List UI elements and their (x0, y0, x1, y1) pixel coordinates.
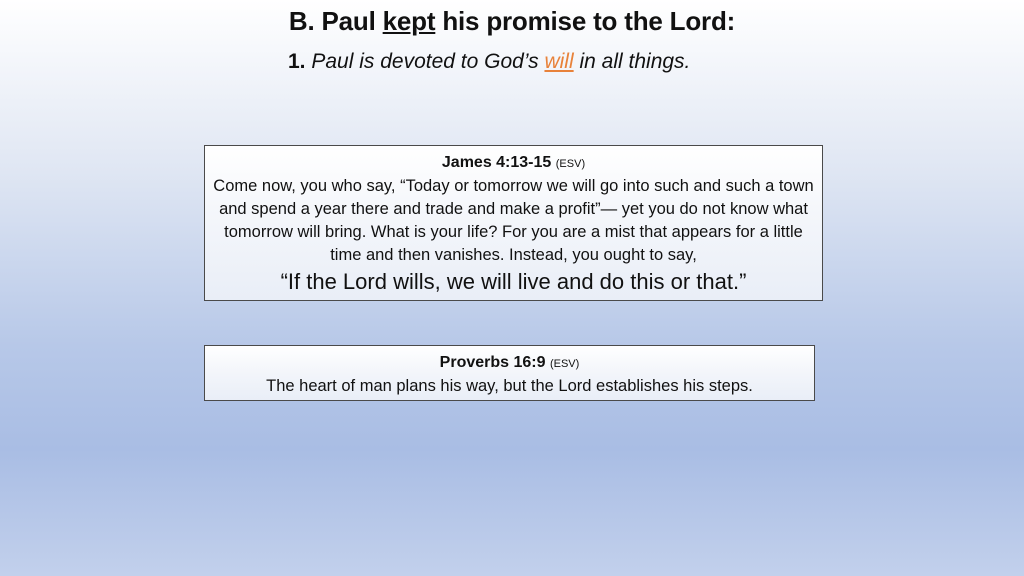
scripture-reference (205, 352, 814, 375)
title-underlined-word: kept (382, 6, 436, 36)
subtitle-number: 1. (288, 50, 306, 73)
scripture-box-proverbs (204, 345, 815, 401)
title-suffix: his promise to the Lord: (442, 6, 736, 36)
reference-text: James 4:13-15 (441, 154, 552, 171)
scripture-text: Come now, you who say, “Today or tomorrow we will go into such and such a town and spend a year there and trade and make a profit”— yet you do not know what tomorrow will bring. What is your life? For you are a mist that appears for a little time and then vanishes. Instead, you ought to say, (213, 177, 814, 264)
scripture-text: The heart of man plans his way, but the Lord establishes his steps. (266, 377, 753, 395)
subtitle-highlight: will (544, 50, 574, 73)
slide-title (0, 6, 1024, 37)
scripture-box-james (204, 145, 823, 301)
reference-text: Proverbs 16:9 (439, 354, 546, 371)
subtitle-text-after: in all things. (579, 50, 691, 73)
title-prefix: B. Paul (288, 6, 376, 36)
slide-subtitle (288, 50, 690, 74)
scripture-reference (205, 152, 822, 175)
version-label: (ESV) (549, 358, 580, 370)
subtitle-text-before: Paul is devoted to God’s (311, 50, 539, 73)
version-label: (ESV) (555, 158, 586, 170)
scripture-emphasis: “If the Lord wills, we will live and do this or that.” (280, 269, 747, 294)
